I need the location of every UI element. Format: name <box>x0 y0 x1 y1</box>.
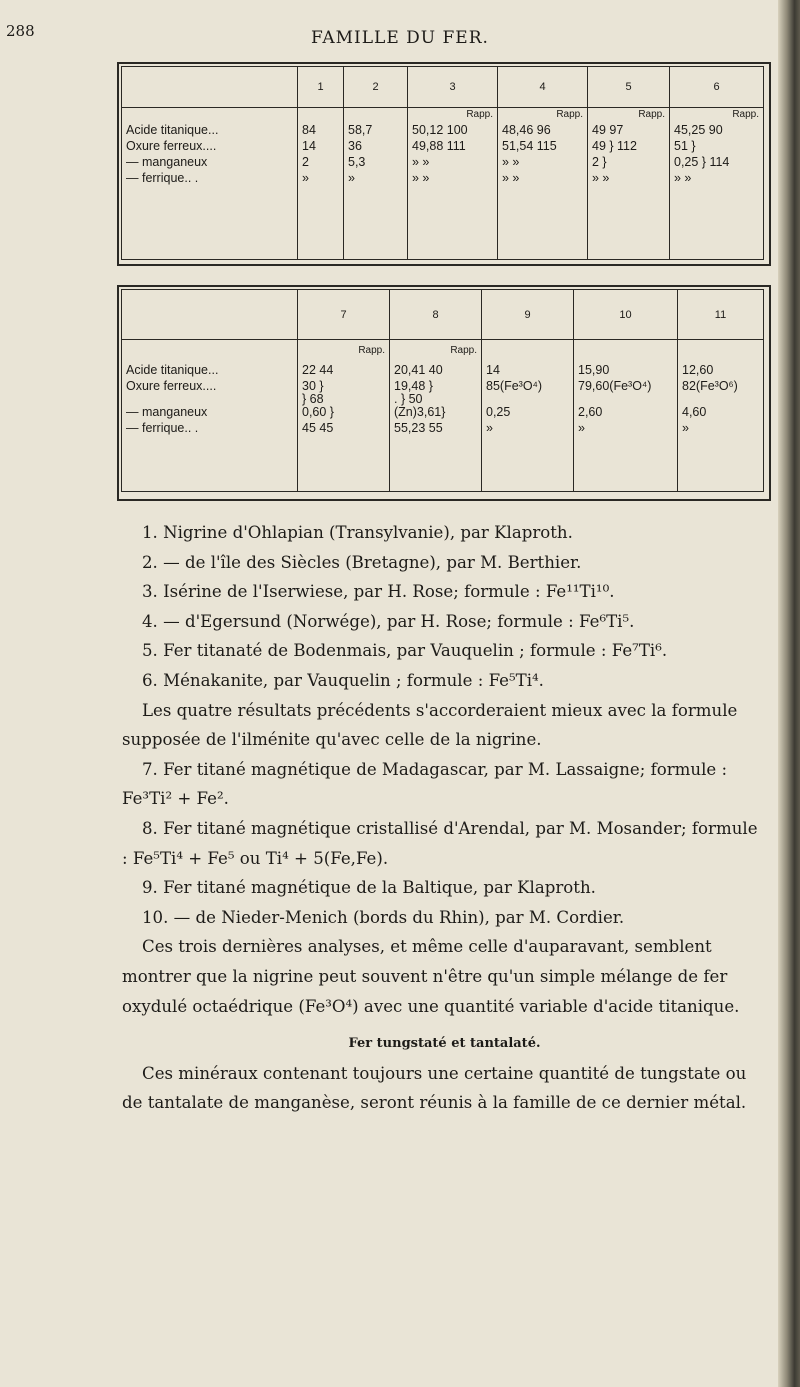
body-text <box>122 518 767 1118</box>
note-4: 4. — d'Egersund (Norwége), par H. Rose; formule : Fe⁶Ti⁵. <box>142 611 635 631</box>
analysis-table-1 <box>121 66 764 260</box>
note-10: 10. — de Nieder-Menich (bords du Rhin), par M. Cordier. <box>142 907 625 927</box>
table1-col-5: Rapp. 49 97 49 } 112 2 } » » <box>588 108 670 260</box>
table1-col-1: 84 14 2 » <box>298 108 344 260</box>
section-title: Fer tungstaté et tantalaté. <box>348 1036 541 1052</box>
note-9: 9. Fer titané magnétique de la Baltique, par Klaproth. <box>142 878 596 898</box>
table1-labels: Acide titanique... Oxure ferreux.... — manganeux — ferrique.. . <box>122 108 298 260</box>
conclusion-paragraph: Ces trois dernières analyses, et même celle d'auparavant, semblent montrer que la nigrine peut souvent n'être qu'un simple mélange de fer oxydulé octaédrique (Fe³O⁴) avec une quantité variable d'acide titanique. <box>122 937 740 1016</box>
table1-col-header: 4 <box>498 67 588 108</box>
table1-col-header: 6 <box>670 67 764 108</box>
table2-col-header: 10 <box>574 290 678 340</box>
table2-col-header: 9 <box>482 290 574 340</box>
table1-col-header: 2 <box>344 67 408 108</box>
note-7: 7. Fer titané magnétique de Madagascar, par M. Lassaigne; formule : Fe³Ti² + Fe². <box>122 759 728 809</box>
table1-col-header: 5 <box>588 67 670 108</box>
page-number: 288 <box>6 22 35 40</box>
note-1: 1. Nigrine d'Ohlapian (Transylvanie), par Klaproth. <box>142 523 573 542</box>
running-title: FAMILLE DU FER. <box>311 28 489 48</box>
note-8: 8. Fer titané magnétique cristallisé d'Arendal, par M. Mosander; formule : Fe⁵Ti⁴ + Fe⁵ ou Ti⁴ + 5(Fe,Fe). <box>122 818 758 868</box>
table2-col-7: Rapp. 22 44 30 } } 68 0,60 } 45 45 <box>298 340 390 492</box>
analysis-table-2 <box>121 289 764 492</box>
note-3: 3. Isérine de l'Iserwiese, par H. Rose; formule : Fe¹¹Ti¹⁰. <box>142 582 615 602</box>
table1-col-header: 3 <box>408 67 498 108</box>
page-edge-shadow <box>778 0 800 1387</box>
table2-corner <box>122 290 298 340</box>
note-6: 6. Ménakanite, par Vauquelin ; formule : Fe⁵Ti⁴. <box>142 670 544 690</box>
table1-corner <box>122 67 298 108</box>
table2-col-11: 12,60 82(Fe³O⁶) 4,60 » <box>678 340 764 492</box>
table1-col-2: 58,7 36 5,3 » <box>344 108 408 260</box>
table2-col-header: 11 <box>678 290 764 340</box>
table2-labels: Acide titanique... Oxure ferreux.... — manganeux — ferrique.. . <box>122 340 298 492</box>
table1-col-4: Rapp. 48,46 96 51,54 115 » » » » <box>498 108 588 260</box>
table2-col-8: Rapp. 20,41 40 19,48 } . } 50 (Zn)3,61} 55,23 55 <box>390 340 482 492</box>
note-5: 5. Fer titanaté de Bodenmais, par Vauquelin ; formule : Fe⁷Ti⁶. <box>142 641 668 661</box>
table1-col-header: 1 <box>298 67 344 108</box>
table1-col-6: Rapp. 45,25 90 51 } 0,25 } 114 » » <box>670 108 764 260</box>
comment-paragraph: Les quatre résultats précédents s'accorderaient mieux avec la formule supposée de l'ilménite qu'avec celle de la nigrine. <box>122 700 738 750</box>
table2-col-10: 15,90 79,60(Fe³O⁴) 2,60 » <box>574 340 678 492</box>
note-2: 2. — de l'île des Siècles (Bretagne), par M. Berthier. <box>142 552 582 572</box>
table1-col-3: Rapp. 50,12 100 49,88 111 » » » » <box>408 108 498 260</box>
closing-paragraph: Ces minéraux contenant toujours une certaine quantité de tungstate ou de tantalate de manganèse, seront réunis à la famille de ce dernier métal. <box>122 1063 747 1113</box>
table2-col-header: 8 <box>390 290 482 340</box>
table2-col-9: 14 85(Fe³O⁴) 0,25 » <box>482 340 574 492</box>
table2-col-header: 7 <box>298 290 390 340</box>
